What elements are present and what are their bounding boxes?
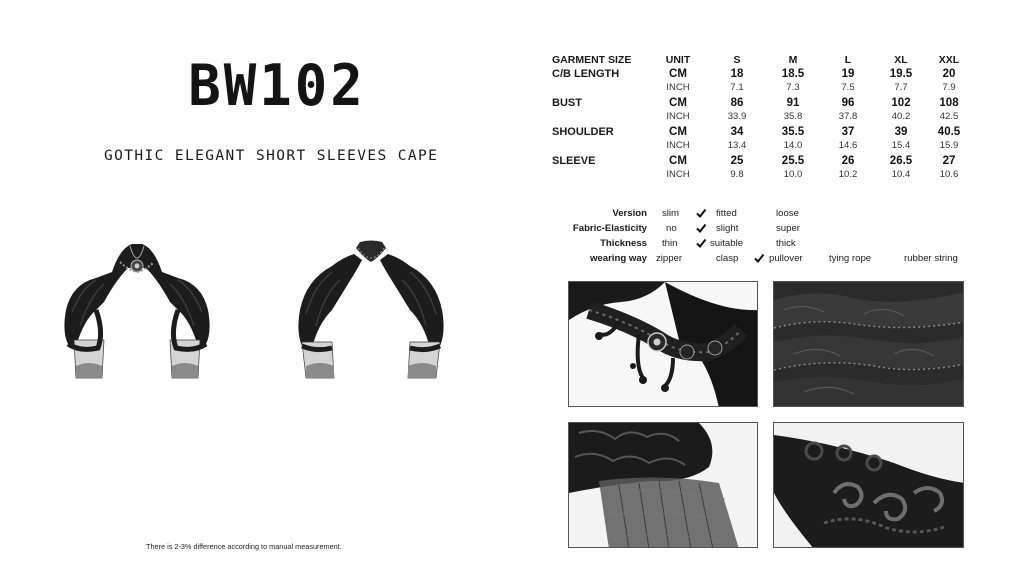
cm-value: 86 — [730, 97, 744, 109]
inch-value: 10.4 — [891, 169, 911, 180]
measurement-label: BUST — [552, 97, 582, 109]
cm-value: 26.5 — [889, 155, 913, 167]
size-table-header: GARMENT SIZE — [552, 54, 632, 66]
size-table-row — [549, 96, 969, 110]
property-option: suitable — [710, 238, 744, 249]
cape-front-image — [60, 240, 214, 380]
property-option: rubber string — [904, 253, 958, 264]
inch-value: 7.1 — [730, 82, 744, 93]
size-table-row — [549, 81, 969, 95]
property-option: no — [666, 223, 677, 234]
size-table-header: XXL — [938, 54, 960, 66]
cm-value: 18.5 — [781, 68, 805, 80]
cm-value: 34 — [730, 126, 744, 138]
inch-value: 13.4 — [727, 140, 747, 151]
measurement-label: C/B LENGTH — [552, 68, 620, 80]
size-table-header: S — [733, 54, 741, 66]
size-table-row — [549, 168, 969, 182]
inch-value: 15.4 — [891, 140, 911, 151]
property-option: slim — [662, 208, 680, 219]
size-table-header-row — [549, 53, 969, 67]
detail-photo-collar-applique — [773, 422, 964, 548]
detail-photo-lace-texture — [773, 281, 964, 407]
property-option: tying rope — [829, 253, 872, 264]
cm-value: 40.5 — [937, 126, 961, 138]
cm-value: 39 — [894, 126, 908, 138]
property-option: slight — [716, 223, 739, 234]
unit-inch: INCH — [666, 82, 690, 93]
cm-value: 35.5 — [781, 126, 805, 138]
unit-cm: CM — [669, 68, 687, 80]
property-row-wearing-way — [540, 251, 980, 266]
size-table-row — [549, 125, 969, 139]
size-table — [549, 53, 969, 183]
detail-photo-lace-collar — [568, 281, 758, 407]
inch-value: 15.9 — [939, 140, 959, 151]
cm-value: 102 — [891, 97, 911, 109]
cm-value: 91 — [786, 97, 800, 109]
cm-value: 25 — [730, 155, 744, 167]
product-code: BW102 — [188, 52, 366, 119]
property-label: wearing way — [589, 253, 647, 264]
size-table-header: M — [788, 54, 798, 66]
property-table — [540, 206, 980, 268]
check-icon — [695, 207, 707, 219]
inch-value: 10.0 — [783, 169, 803, 180]
inch-value: 35.8 — [783, 111, 803, 122]
property-label: Fabric-Elasticity — [572, 223, 647, 234]
inch-value: 33.9 — [727, 111, 747, 122]
size-table-row — [549, 67, 969, 81]
measurement-label: SLEEVE — [552, 155, 596, 167]
property-option: loose — [776, 208, 799, 219]
cm-value: 26 — [841, 155, 855, 167]
cm-value: 18 — [730, 68, 744, 80]
inch-value: 10.6 — [939, 169, 959, 180]
cm-value: 37 — [841, 126, 855, 138]
product-subtitle: GOTHIC ELEGANT SHORT SLEEVES CAPE — [104, 148, 439, 164]
unit-inch: INCH — [666, 111, 690, 122]
inch-value: 7.7 — [894, 82, 908, 93]
cm-value: 20 — [942, 68, 956, 80]
cm-value: 25.5 — [781, 155, 805, 167]
cm-value: 19 — [841, 68, 855, 80]
unit-cm: CM — [669, 155, 687, 167]
size-table-row — [549, 139, 969, 153]
property-row-thickness — [540, 236, 980, 251]
inch-value: 42.5 — [939, 111, 959, 122]
unit-inch: INCH — [666, 169, 690, 180]
property-row-fabric-elasticity — [540, 221, 980, 236]
size-table-header: UNIT — [665, 54, 691, 66]
property-option: zipper — [656, 253, 683, 264]
measurement-note: There is 2-3% difference according to manual measurement. — [146, 542, 342, 551]
cm-value: 96 — [841, 97, 855, 109]
property-label: Version — [612, 208, 647, 219]
inch-value: 7.3 — [786, 82, 800, 93]
property-option: super — [776, 223, 800, 234]
inch-value: 14.6 — [838, 140, 858, 151]
size-table-row — [549, 154, 969, 168]
unit-cm: CM — [669, 97, 687, 109]
inch-value: 7.9 — [942, 82, 956, 93]
detail-photo-ruffle-mesh — [568, 422, 758, 548]
property-label: Thickness — [600, 238, 647, 249]
cm-value: 19.5 — [889, 68, 913, 80]
inch-value: 7.5 — [841, 82, 855, 93]
cm-value: 27 — [942, 155, 956, 167]
property-option: thin — [662, 238, 678, 249]
property-option: fitted — [716, 208, 737, 219]
unit-cm: CM — [669, 126, 687, 138]
inch-value: 9.8 — [730, 169, 744, 180]
property-option: pullover — [769, 253, 803, 264]
size-table-header: L — [844, 54, 852, 66]
inch-value: 10.2 — [838, 169, 858, 180]
inch-value: 14.0 — [783, 140, 803, 151]
inch-value: 40.2 — [891, 111, 911, 122]
property-option: thick — [776, 238, 796, 249]
property-option: clasp — [716, 253, 739, 264]
unit-inch: INCH — [666, 140, 690, 151]
cm-value: 108 — [939, 97, 959, 109]
cape-back-image — [292, 240, 450, 380]
check-icon — [695, 237, 707, 249]
inch-value: 37.8 — [838, 111, 858, 122]
property-row-version — [540, 206, 980, 221]
size-table-row — [549, 110, 969, 124]
measurement-label: SHOULDER — [552, 126, 614, 138]
size-table-header: XL — [894, 54, 908, 66]
check-icon — [753, 252, 765, 264]
check-icon — [695, 222, 707, 234]
